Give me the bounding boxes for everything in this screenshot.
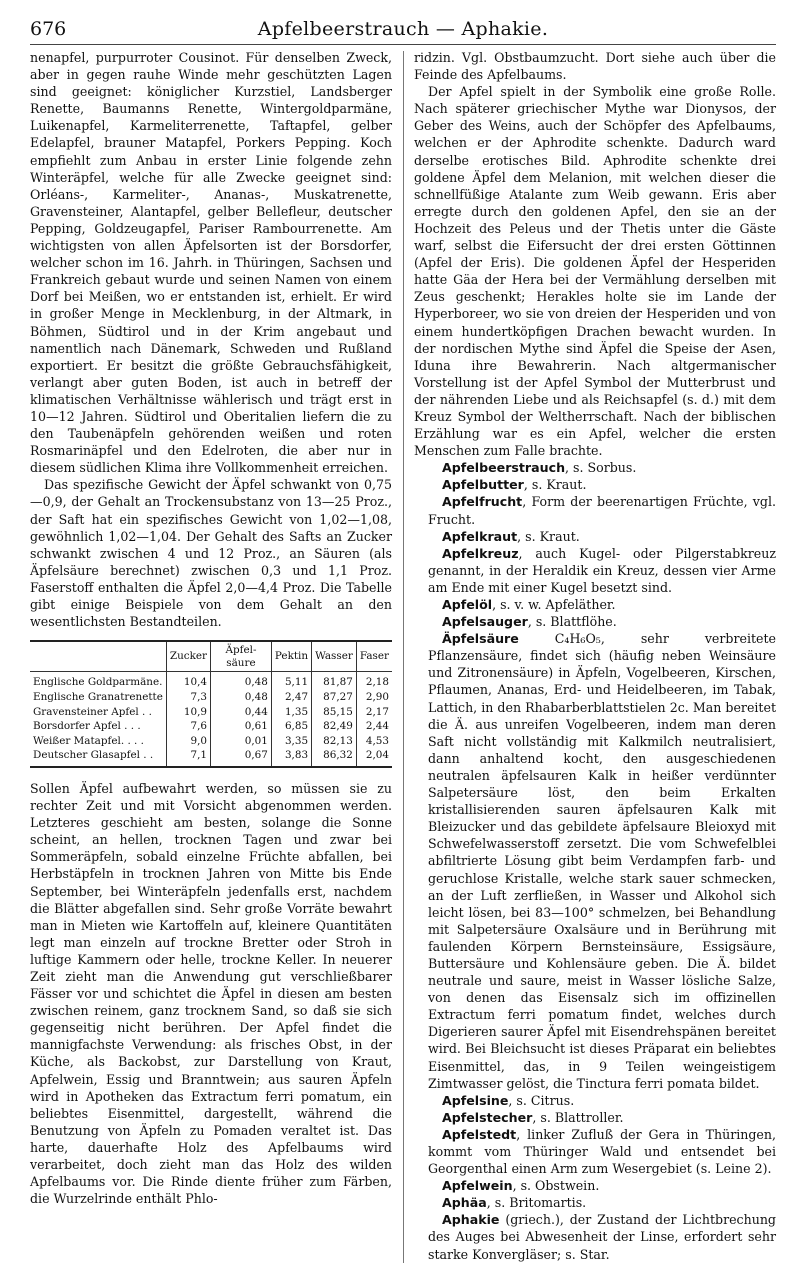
table-cell: 86,32 (312, 748, 357, 767)
dictionary-entry (414, 1126, 776, 1177)
text-columns (30, 49, 776, 1263)
table-cell: 10,9 (166, 705, 210, 720)
table-cell: 81,87 (312, 672, 357, 690)
table-cell: 82,49 (312, 719, 357, 734)
table-cell: 0,01 (211, 734, 272, 749)
composition-table (30, 640, 392, 768)
entry-headword: Äpfelsäure (442, 631, 519, 647)
right-column (414, 49, 776, 1263)
entry-headword: Apfelsauger (442, 614, 528, 630)
table-cell: 3,83 (271, 748, 311, 767)
dictionary-entry (414, 459, 776, 476)
table-row (30, 734, 392, 749)
table-cell: 2,44 (356, 719, 392, 734)
table-cell: 0,44 (211, 705, 272, 720)
dictionary-entry (414, 1194, 776, 1211)
table-cell: 7,3 (166, 690, 210, 705)
entry-text: , s. Citrus. (508, 1092, 575, 1108)
running-head: Apfelbeerstrauch — Aphakie. (257, 18, 549, 40)
table-cell: 0,67 (211, 748, 272, 767)
table-header: Pektin (271, 641, 311, 672)
dictionary-entry (414, 613, 776, 630)
entry-headword: Apfelöl (442, 597, 493, 612)
table-header (30, 641, 166, 672)
entry-text: (griech.), der Zustand der Lichtbrechung des Auges bei Abwesenheit der Linse, erfordert sehr starke Konvergläser; s. Star. (428, 1212, 776, 1262)
table-header: Wasser (312, 641, 357, 672)
entry-headword: Apfelwein (442, 1178, 513, 1194)
table-cell: 5,11 (271, 672, 311, 690)
dictionary-entry (414, 528, 776, 545)
paragraph: nenapfel, purpurroter Cousinot. Für denselben Zweck, aber in gegen rauhe Winde mehr geschützten Lagen sind geeignet: königlicher Kurzstiel, Landsberger Renette, Baumanns Renette, Wintergoldparmäne, Luikenapfel, Karmeliterrenette, Taftapfel, gelber Edelapfel, brauner Matapfel, Porkers Pepping. Koch empfiehlt zum Anbau in erster Linie folgende zehn Winteräpfel, welche für alle Zwecke geeignet sind: Orléans-, Karmeliter-, Ananas-, Muskatrenette, Gravensteiner, Alantapfel, gelber Bellefleur, deutscher Pepping, Goldzeugapfel, Pariser Rambourrenette. Am wichtigsten von allen Äpfelsorten ist der Borsdorfer, welcher schon im 16. Jahrh. in Thüringen, Sachsen und Frankreich gebaut wurde und seinen Namen von einem Dorf bei Meißen, wo er entstanden ist, erhielt. Er wird in großer Menge in Mecklenburg, in der Altmark, in Böhmen, Südtirol und in der Krim angebaut und namentlich nach Dänemark, Schweden und Rußland exportiert. Er besitzt die größte Gebrauchsfähigkeit, verlangt aber guten Boden, ist auch in betreff der klimatischen Verhältnisse wählerisch und trägt erst in 10—12 Jahren. Südtirol und Oberitalien liefern die zu den Taubenäpfeln gehörenden weißen und roten Rosmarinäpfel und den Edelroten, die aber nur in diesem südlichen Klima ihre Vollkommenheit erreichen. (30, 50, 392, 476)
table-cell: 2,90 (356, 690, 392, 705)
table-cell: 82,13 (312, 734, 357, 749)
paragraph: Der Apfel spielt in der Symbolik eine große Rolle. Nach späterer griechischer Mythe war Dionysos, der Geber des Weins, auch der Schöpfer des Apfelbaums, welchen er der Aphrodite schenkte. Dadurch ward derselbe erotisches Bild. Aphrodite schenkte drei goldene Äpfel dem Melanion, mit welchen dieser die schnellfüßige Atalante zum Weib gewann. Eris aber erregte durch den goldenen Apfel, den sie an der Hochzeit des Peleus und der Thetis unter die Gäste warf, selbst die Eifersucht der drei ersten Göttinnen (Apfel der Eris). Die goldenen Äpfel der Hesperiden hatte Gäa der Hera bei der Vermählung derselben mit Zeus geschenkt; Herakles holte sie im Lande der Hyperboreer, wo sie von dreien der Hesperiden und von einem hundertköpfigen Drachen bewacht wurden. In der nordischen Mythe sind Äpfel die Speise der Asen, Iduna ihre Bewahrerin. Nach altgermanischer Vorstellung ist der Apfel Symbol der Mutterbrust und der nährenden Liebe und als Reichsapfel (s. d.) mit dem Kreuz Symbol der Weltherrschaft. Nach der biblischen Erzählung war es ein Apfel, welcher die ersten Menschen zum Falle brachte. (414, 84, 776, 459)
table-header: Zucker (166, 641, 210, 672)
entry-headword: Aphakie (442, 1212, 500, 1228)
table-cell: Gravensteiner Apfel . . (33, 705, 152, 718)
entry-headword: Apfelsine (442, 1092, 509, 1108)
table-header-row (30, 641, 392, 672)
table-cell: 1,35 (271, 705, 311, 720)
table-row (30, 690, 392, 705)
entry-headword: Apfelstecher (442, 1109, 533, 1125)
entry-text: , s. Obstwein. (512, 1178, 600, 1194)
entry-text: , s. Kraut. (523, 477, 587, 493)
entry-text: , linker Zufluß der Gera in Thüringen, kommt vom Thüringer Wald und entsendet bei Georgenthal einen Arm zum Wesergebiet (s. Leine 2). (428, 1126, 776, 1177)
table-cell: 6,85 (271, 719, 311, 734)
table-cell: 0,48 (211, 690, 272, 705)
paragraph: Das spezifische Gewicht der Äpfel schwankt von 0,75—0,9, der Gehalt an Trockensubstanz von 13—25 Proz., der Saft hat ein spezifisches Gewicht von 1,02—1,08, gewöhnlich 1,02—1,04. Der Gehalt des Safts an Zucker schwankt zwischen 4 und 12 Proz., an Säuren (als Äpfelsäure berechnet) zwischen 0,3 und 1,1 Proz. Faserstoff enthalten die Äpfel 2,0—4,4 Proz. Die Tabelle gibt einige Beispiele von dem Gehalt an den wesentlichsten Bestandteilen. (30, 477, 392, 630)
table-cell: Weißer Matapfel. . . . (33, 734, 144, 747)
table-cell: 2,47 (271, 690, 311, 705)
table-cell: 9,0 (166, 734, 210, 749)
table-cell: Borsdorfer Apfel . . . (33, 720, 141, 733)
table-header: Faser (356, 641, 392, 672)
table-cell: 0,48 (211, 672, 272, 690)
dictionary-entry (414, 545, 776, 596)
table-header: Äpfel-säure (211, 641, 272, 672)
entry-text: , s. Blattroller. (532, 1109, 624, 1125)
dictionary-entry (414, 476, 776, 493)
entry-headword: Aphäa (442, 1195, 487, 1211)
table-row (30, 672, 392, 690)
table-cell: 7,1 (166, 748, 210, 767)
entry-headword: Apfelfrucht (442, 494, 523, 510)
table-cell: 7,6 (166, 719, 210, 734)
dictionary-entry (414, 596, 776, 613)
table-row (30, 719, 392, 734)
table-cell: 3,35 (271, 734, 311, 749)
entry-text: , s. v. w. Apfeläther. (492, 597, 616, 612)
table-row (30, 705, 392, 720)
table-cell: 2,04 (356, 748, 392, 767)
paragraph: Sollen Äpfel aufbewahrt werden, so müssen sie zu rechter Zeit und mit Vorsicht abgenommen werden. Letzteres geschieht am besten, solange die Sonne scheint, an hellen, trocknen Tagen und zwar bei Sommeräpfeln, sobald einzelne Früchte abfallen, bei Herbstäpfeln in trocknen Jahren von Mitte bis Ende September, bei Winteräpfeln jedenfalls erst, nachdem die Blätter abgefallen sind. Sehr große Vorräte bewahrt man in Mieten wie Kartoffeln auf, kleinere Quantitäten legt man einzeln auf trockne Bretter oder Stroh in luftige Kammern oder helle, trockne Keller. In neuerer Zeit zieht man die Anwendung gut verschließbarer Fässer vor und schichtet die Äpfel in diesen am besten zwischen reinem, ganz trocknem Sand, so daß sie sich gegenseitig nicht berühren. Der Apfel findet die mannigfachste Verwendung: als frisches Obst, in der Küche, als Backobst, zur Darstellung von Kraut, Apfelwein, Essig und Branntwein; aus sauren Äpfeln wird in Apotheken das Extractum ferri pomatum, ein beliebtes Eisenmittel, dargestellt, während die Benutzung von Äpfeln zu Pomaden veraltet ist. Das harte, dauerhafte Holz des Apfelbaums wird verarbeitet, doch zieht man das Holz des wilden Apfelbaums vor. Die Rinde diente früher zum Färben, die Wurzelrinde enthält Phlo- (30, 780, 392, 1207)
table-cell: Englische Granatrenette (33, 690, 163, 703)
column-divider (403, 51, 404, 1263)
dictionary-entry (414, 1177, 776, 1194)
table-cell: 87,27 (312, 690, 357, 705)
entry-headword: Apfelkreuz (442, 545, 519, 561)
page-header (30, 14, 776, 45)
table-cell: 10,4 (166, 672, 210, 690)
dictionary-entry (414, 1109, 776, 1126)
table-cell: 0,61 (211, 719, 272, 734)
entry-text: , s. Blattflöhe. (527, 614, 617, 630)
table-cell: 4,53 (356, 734, 392, 749)
entry-headword: Apfelkraut (442, 528, 518, 544)
entry-headword: Apfelbutter (442, 477, 524, 493)
entry-headword: Apfelbeerstrauch (442, 460, 566, 476)
dictionary-entry (414, 1092, 776, 1109)
left-column (30, 49, 392, 1263)
entry-text: , s. Britomartis. (486, 1195, 587, 1211)
entry-text: , s. Kraut. (517, 528, 580, 544)
dictionary-entry (414, 493, 776, 527)
entry-text: , auch Kugel- oder Pilgerstabkreuz genannt, in der Heraldik ein Kreuz, dessen vier Arme am Ende mit einer Kugel besetzt sind. (428, 545, 776, 595)
table-cell: 2,18 (356, 672, 392, 690)
page-number: 676 (30, 18, 67, 40)
entry-text: , s. Sorbus. (565, 460, 637, 476)
entry-headword: Apfelstedt (442, 1126, 517, 1142)
entry-text: , Form der beerenartigen Früchte, vgl. Frucht. (428, 494, 776, 527)
table-cell: 85,15 (312, 705, 357, 720)
dictionary-entry (414, 630, 776, 1092)
table-cell: Englische Goldparmäne. (33, 676, 163, 689)
table-cell: 2,17 (356, 705, 392, 720)
entry-text: C₄H₆O₅, sehr verbreitete Pflanzensäure, findet sich (häufig neben Weinsäure und Zitronensäure) in Äpfeln, Vogelbeeren, Kirschen, Pflaumen, Ananas, Erd- und Heidelbeeren, im Tabak, Lattich, in den Rhabarberblattstielen 2c. Man bereitet die Ä. aus unreifen Vogelbeeren, indem man deren Saft nicht vollständig mit Kalkmilch neutralisiert, dann anhaltend kocht, den ausgeschiedenen neutralen äpfelsauren Kalk in heißer verdünnter Salpetersäure löst, den beim Erkalten kristallisierenden sauren äpfelsauren Kalk mit Bleizucker und das gebildete äpfelsaure Bleioxyd mit Schwefelwasserstoff zersetzt. Die vom Schwefelblei abfiltrierte Lösung gibt beim Verdampfen farb- und geruchlose Kristalle, welche stark sauer schmecken, an der Luft zerfließen, in Wasser und Alkohol sich leicht lösen, bei 83—100° schmelzen, bei Behandlung mit Salpetersäure Oxalsäure und in Berührung mit faulenden Körpern Bernsteinsäure, Essigsäure, Buttersäure und Kohlensäure geben. Die Ä. bildet neutrale und saure, meist in Wasser lösliche Salze, von denen das Eisensalz sich im offizinellen Extractum ferri pomatum findet, welches durch Digerieren saurer Äpfel mit Eisendrehspänen bereitet wird. Bei Bleichsucht ist dieses Präparat ein beliebtes Eisenmittel, das, in 9 Teilen weingeistigem Zimtwasser gelöst, die Tinctura ferri pomata bildet. (428, 631, 776, 1091)
table-cell: Deutscher Glasapfel . . (33, 749, 154, 762)
paragraph: ridzin. Vgl. Obstbaumzucht. Dort siehe auch über die Feinde des Apfelbaums. (414, 50, 776, 83)
table-row (30, 748, 392, 767)
dictionary-entry (414, 1211, 776, 1262)
